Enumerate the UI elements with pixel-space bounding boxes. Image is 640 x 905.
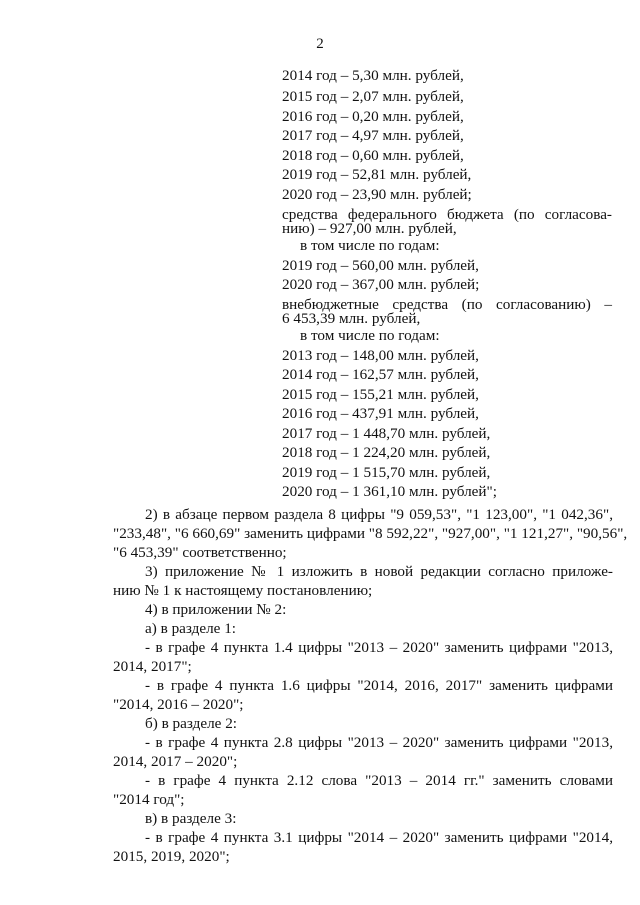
item4-a1-line-2: 2014, 2017"; — [113, 658, 192, 675]
item2-line-3: "6 453,39" соответственно; — [113, 544, 287, 561]
item4-a-head: а) в разделе 1: — [145, 620, 237, 637]
item4-b-head: б) в разделе 2: — [145, 715, 238, 732]
item3-line-1: 3) приложение № 1 изложить в новой редакции согласно приложе- — [145, 563, 613, 580]
year-line: 2016 год – 0,20 млн. рублей, — [282, 108, 464, 125]
item4-c1-line-2: 2015, 2019, 2020"; — [113, 848, 230, 865]
item4-b1-line-2: 2014, 2017 – 2020"; — [113, 753, 238, 770]
extrabudget-line-1: внебюджетные средства (по согласованию) – — [282, 296, 612, 313]
year-line: 2014 год – 162,57 млн. рублей, — [282, 366, 479, 383]
page-number: 2 — [316, 36, 324, 52]
year-line: 2019 год – 560,00 млн. рублей, — [282, 257, 479, 274]
item4-head: 4) в приложении № 2: — [145, 601, 287, 618]
item4-a2-line-1: - в графе 4 пункта 1.6 цифры "2014, 2016, 2017" заменить цифрами — [145, 677, 613, 694]
item2-line-1: 2) в абзаце первом раздела 8 цифры "9 059,53", "1 123,00", "1 042,36", — [145, 506, 613, 523]
year-line: 2015 год – 155,21 млн. рублей, — [282, 386, 479, 403]
item4-b2-line-2: "2014 год"; — [113, 791, 185, 808]
item4-b1-line-1: - в графе 4 пункта 2.8 цифры "2013 – 2020" заменить цифрами "2013, — [145, 734, 613, 751]
year-line: 2017 год – 1 448,70 млн. рублей, — [282, 425, 491, 442]
federal-paragraph — [282, 208, 612, 236]
federal-line-1: средства федерального бюджета (по согласова- — [282, 206, 612, 223]
year-line: 2020 год – 367,00 млн. рублей; — [282, 276, 480, 293]
year-line: 2017 год – 4,97 млн. рублей, — [282, 127, 464, 144]
extrabudget-line-2: 6 453,39 млн. рублей, — [282, 310, 421, 327]
extrabudget-paragraph — [282, 298, 612, 326]
item4-a2-line-2: "2014, 2016 – 2020"; — [113, 696, 244, 713]
year-line: 2019 год – 1 515,70 млн. рублей, — [282, 464, 491, 481]
year-line: 2020 год – 1 361,10 млн. рублей"; — [282, 483, 497, 500]
item3-line-2: нию № 1 к настоящему постановлению; — [113, 582, 373, 599]
year-line: 2014 год – 5,30 млн. рублей, — [282, 67, 464, 84]
year-line: 2020 год – 23,90 млн. рублей; — [282, 186, 472, 203]
item4-a1-line-1: - в графе 4 пункта 1.4 цифры "2013 – 2020" заменить цифрами "2013, — [145, 639, 613, 656]
year-line: 2018 год – 1 224,20 млн. рублей, — [282, 444, 491, 461]
item4-c1-line-1: - в графе 4 пункта 3.1 цифры "2014 – 2020" заменить цифрами "2014, — [145, 829, 613, 846]
item4-b2-line-1: - в графе 4 пункта 2.12 слова "2013 – 2014 гг." заменить словами — [145, 772, 613, 789]
year-line: 2018 год – 0,60 млн. рублей, — [282, 147, 464, 164]
year-line: 2016 год – 437,91 млн. рублей, — [282, 405, 479, 422]
extrabudget-by-years: в том числе по годам: — [300, 327, 440, 344]
year-line: 2019 год – 52,81 млн. рублей, — [282, 166, 472, 183]
year-line: 2013 год – 148,00 млн. рублей, — [282, 347, 479, 364]
federal-line-2: нию) – 927,00 млн. рублей, — [282, 220, 457, 237]
federal-by-years: в том числе по годам: — [300, 237, 440, 254]
item4-c-head: в) в разделе 3: — [145, 810, 237, 827]
item2-line-2: "233,48", "6 660,69" заменить цифрами "8 592,22", "927,00", "1 121,27", "90,56", — [113, 525, 628, 542]
year-line: 2015 год – 2,07 млн. рублей, — [282, 88, 464, 105]
